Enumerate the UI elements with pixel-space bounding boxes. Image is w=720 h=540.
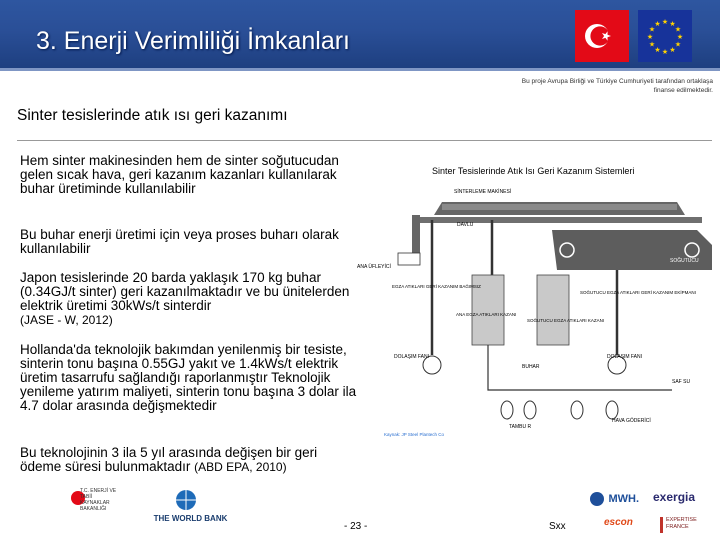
paragraph-recovery: Hem sinter makinesinden hem de sinter soğutucudan gelen sıcak hava, geri kazanım kazanları kullanılarak buhar üretiminde kullanılabilir: [20, 153, 339, 196]
star-icon: ★: [676, 34, 684, 41]
label-feed-water: SAF SU: [672, 379, 691, 385]
cooler-exhaust-boiler: [537, 275, 569, 345]
expertise-france-logo: EXPERTISE FRANCE: [660, 517, 718, 533]
star-icon: ★: [646, 34, 654, 41]
star-icon: ★: [674, 26, 682, 34]
star-icon: ★: [648, 41, 656, 49]
globe-icon: [590, 492, 604, 506]
page-number: - 23 -: [344, 521, 368, 532]
escon-logo: escon: [604, 517, 633, 528]
diagram-credit: Kaynak: JP Steel Plantech Co: [384, 432, 444, 437]
paragraph-payback-ref: (ABD EPA, 2010): [194, 460, 287, 474]
star-icon: ★: [669, 47, 676, 54]
banner-divider: [0, 68, 720, 71]
sinter-strand: [442, 204, 677, 210]
pump-icon: [524, 401, 536, 419]
eu-flag-icon: [638, 10, 692, 62]
page-title: 3. Enerji Verimliliği İmkanları: [36, 27, 350, 55]
label-main-fan: ANA ÜFLEYİCİ: [357, 264, 391, 270]
ministry-logo: [62, 488, 118, 532]
label-waste-gas-boiler: EGZA ATIKLARI GERİ KAZANIM BAĞIMSIZ: [392, 284, 481, 289]
world-bank-name: THE WORLD BANK: [153, 514, 228, 523]
label-circulation-fan-left: DOLAŞIM FANI: [394, 354, 430, 360]
paragraph-japan-ref: (JASE - W, 2012): [20, 313, 113, 327]
main-fan-icon: [398, 253, 420, 265]
label-cooler: SOĞUTUCU: [670, 258, 699, 264]
waste-heat-recovery-diagram: [357, 160, 720, 445]
paragraph-steam-use: Bu buhar enerji üretimi için veya proses buharı olarak kullanılabilir: [20, 227, 339, 256]
star-icon: ★: [654, 21, 661, 28]
star-icon: ★: [674, 41, 682, 49]
star-icon: ★: [648, 26, 656, 34]
label-sintering-machine: SİNTERLEME MAKİNESİ: [454, 189, 512, 195]
section-divider: [17, 140, 712, 141]
pump-icon: [571, 401, 583, 419]
eu-funding-note: Bu proje Avrupa Birliği ve Türkiye Cumhuriyeti tarafından ortaklaşa finanse edilmektedir.: [521, 78, 713, 94]
paragraph-payback-text: Bu teknolojinin 3 ila 5 yıl arasında değişen bir geri ödeme süresi bulunmaktadır: [20, 445, 318, 474]
star-icon: ★: [661, 49, 669, 56]
label-smoke: DAVLU: [457, 222, 474, 228]
paragraph-payback: [20, 446, 350, 474]
label-drum: TAMBU R: [509, 424, 532, 430]
diagram-title: Sinter Tesislerinde Atık Isı Geri Kazanım Sistemleri: [432, 166, 635, 176]
exergia-logo: exergia: [653, 490, 696, 504]
ministry-name: T.C. ENERJİ VE TABİİ KAYNAKLAR BAKANLIĞI: [80, 488, 117, 512]
steam-line: [488, 345, 672, 390]
mwh-name: MWH.: [608, 492, 639, 505]
star-icon: ★: [661, 19, 669, 26]
mwh-logo: [590, 490, 650, 508]
turkey-flag-icon: [575, 10, 629, 62]
label-cooler-exhaust-boiler: SOĞUTUCU EGZA ATIKLARI KAZANI: [527, 318, 605, 323]
slide-code: Sxx: [549, 521, 566, 532]
paragraph-netherlands: Hollanda'da teknolojik bakımdan yenilenmiş bir tesiste, sinterin tonu başına 0.55GJ yakıt ve 1.4kWs/t elektrik üretim tasarrufu sağlandığı raporlanmıştır Teknolojik yenileme yatırım maliyeti, sinterin tonu başına 3 dolar ila 4.7 dolar arasında değişmektedir: [20, 342, 357, 413]
label-circulation-fan-right: DOLAŞIM FANI: [607, 354, 643, 360]
label-main-exhaust-boiler: ANA EGZA ATIKLARI KAZANI: [456, 312, 517, 317]
drum-icon: [501, 401, 513, 419]
star-icon: ★: [654, 47, 661, 54]
label-air-blower: HAVA GÖDERİCİ: [612, 418, 651, 424]
paragraph-japan-text: Japon tesislerinde 20 barda yaklaşık 170 kg buhar (0.34GJ/t sinter) geri kazanılmaktadır ve bu ünitelerden elektrik üretimi 30kWs/t sinterdir: [20, 270, 350, 313]
star-icon: ★: [669, 21, 676, 28]
cooler: [552, 230, 712, 270]
section-title: Sinter tesislerinde atık ısı geri kazanımı: [17, 107, 288, 124]
paragraph-japan: [20, 271, 362, 327]
air-blower-icon: [606, 401, 618, 419]
world-bank-logo: [148, 488, 233, 532]
label-steam: BUHAR: [522, 364, 540, 370]
label-cooler-recovery: SOĞUTUCU EGZA ATIKLARI GERİ KAZANIM EKİPMANI: [580, 290, 696, 295]
